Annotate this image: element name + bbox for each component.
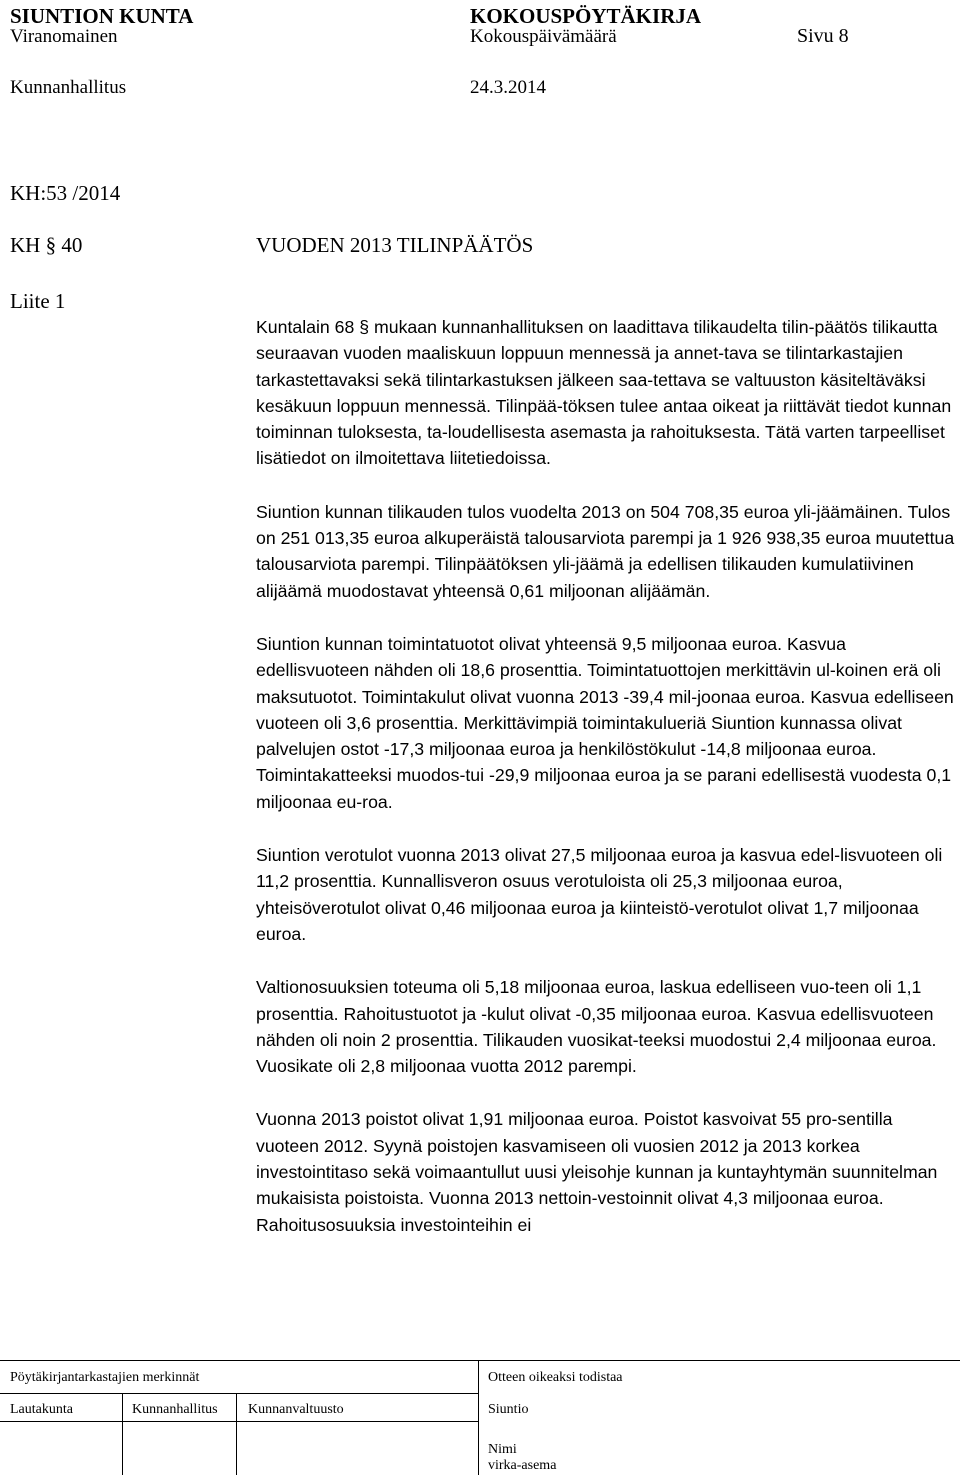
checkers-label: Pöytäkirjantarkastajien merkinnät	[10, 1370, 200, 1385]
doc-type: KOKOUSPÖYTÄKIRJA	[470, 4, 702, 28]
position-label: virka-asema	[488, 1458, 557, 1473]
date-label: Kokouspäivämäärä	[470, 26, 617, 47]
case-ref: KH:53 /2014	[10, 181, 121, 205]
col-kunnanvaltuusto: Kunnanvaltuusto	[248, 1402, 344, 1417]
signature-footer	[0, 1360, 960, 1475]
page-number: Sivu 8	[797, 25, 849, 47]
paragraph: Siuntion verotulot vuonna 2013 olivat 27,5 miljoonaa euroa ja kasvua edel-lisvuoteen oli 11,2 prosenttia. Kunnallisveron osuus verotuloista oli 25,3 miljoonaa euroa, yhteisöverotulot olivat 0,46 miljoonaa euroa ja kiinteistö-verotulot olivat 1,7 miljoonaa euroa.	[256, 845, 943, 944]
body-text	[256, 314, 956, 1265]
name-label: Nimi	[488, 1442, 517, 1457]
page-title: VUODEN 2013 TILINPÄÄTÖS	[256, 233, 534, 257]
footer-top-rule	[0, 1360, 960, 1361]
paragraph: Valtionosuuksien toteuma oli 5,18 miljoonaa euroa, laskua edelliseen vuo-teen oli 1,1 prosenttia. Rahoitustuotot ja -kulut olivat -0,35 miljoonaa euroa. Kasvua edellisvuoteen nähden oli noin 2 prosenttia. Tilikauden vuosikat-teeksi muodostui 2,4 miljoonaa euroa. Vuosikate oli 2,8 miljoonaa vuotta 2012 parempi.	[256, 977, 937, 1077]
date-value: 24.3.2014	[470, 77, 546, 98]
authority-value: Kunnanhallitus	[10, 77, 127, 98]
paragraph: Kuntalain 68 § mukaan kunnanhallituksen on laadittava tilikaudelta tilin-päätös tilikautta seuraavan vuoden maaliskuun loppuun mennessä ja annet-tava se tilintarkastajien tarkastettavaksi sekä tilintarkastuksen jälkeen saa-tettava se valtuuston käsiteltäväksi kesäkuun loppuun mennessä. Tilinpää-töksen tulee antaa oikeat ja riittävät tiedot kunnan toiminnan tuloksesta, ta-loudellisesta asemasta ja rahoituksesta. Tätä varten tarpeelliset lisätiedot on ilmoitettava liitetiedoissa.	[256, 317, 952, 469]
footer-row-rule	[0, 1421, 478, 1422]
copy-label: Otteen oikeaksi todistaa	[488, 1370, 623, 1385]
footer-col-rule	[122, 1393, 123, 1475]
org-name: SIUNTION KUNTA	[10, 4, 194, 28]
place-label: Siuntio	[488, 1402, 529, 1417]
paragraph: Vuonna 2013 poistot olivat 1,91 miljoonaa euroa. Poistot kasvoivat 55 pro-sentilla vuoteen 2012. Syynä poistojen kasvamiseen oli vuosien 2012 ja 2013 korkea investointitaso sekä voimaantullut uusi yleisohje kunnan ja kuntayhtymän suunnitelman mukaisista poistoista. Vuonna 2013 nettoin-vestoinnit olivat 4,3 miljoonaa euroa. Rahoitusosuuksia investointeihin ei	[256, 1109, 938, 1235]
footer-col-rule	[236, 1393, 237, 1475]
col-lautakunta: Lautakunta	[10, 1402, 73, 1417]
paragraph: Siuntion kunnan tilikauden tulos vuodelta 2013 on 504 708,35 euroa yli-jäämäinen. Tulos on 251 013,35 euroa alkuperäistä talousarviota parempi ja 1 926 938,35 euroa muutettua talousarviota parempi. Tilinpäätöksen yli-jäämä ja edellisen tilikauden kumulatiivinen alijäämä muodostavat yhteensä 0,61 miljoonan alijäämän.	[256, 501, 955, 601]
section-number: KH § 40	[10, 233, 83, 257]
col-kunnanhallitus: Kunnanhallitus	[132, 1402, 218, 1417]
footer-divider	[478, 1360, 479, 1475]
paragraph: Siuntion kunnan toimintatuotot olivat yhteensä 9,5 miljoonaa euroa. Kasvua edellisvuoteen nähden oli 18,6 prosenttia. Toimintatuottojen merkittävin ul-koinen erä oli maksutuotot. Toimintakulut olivat vuonna 2013 -39,4 mil-joonaa euroa. Kasvua edelliseen vuoteen oli 3,6 prosenttia. Merkittävimpiä toimintakulueriä Siuntion kunnassa olivat palvelujen ostot -17,3 miljoonaa euroa ja henkilöstökulut -14,8 miljoonaa euroa. Toimintakatteeksi muodos-tui -29,9 miljoonaa euroa ja se parani edellisestä vuodesta 0,1 miljoonaa eu-roa.	[256, 633, 954, 812]
authority-label: Viranomainen	[10, 26, 118, 47]
attachment-label: Liite 1	[10, 289, 66, 313]
footer-row-rule	[0, 1393, 478, 1394]
